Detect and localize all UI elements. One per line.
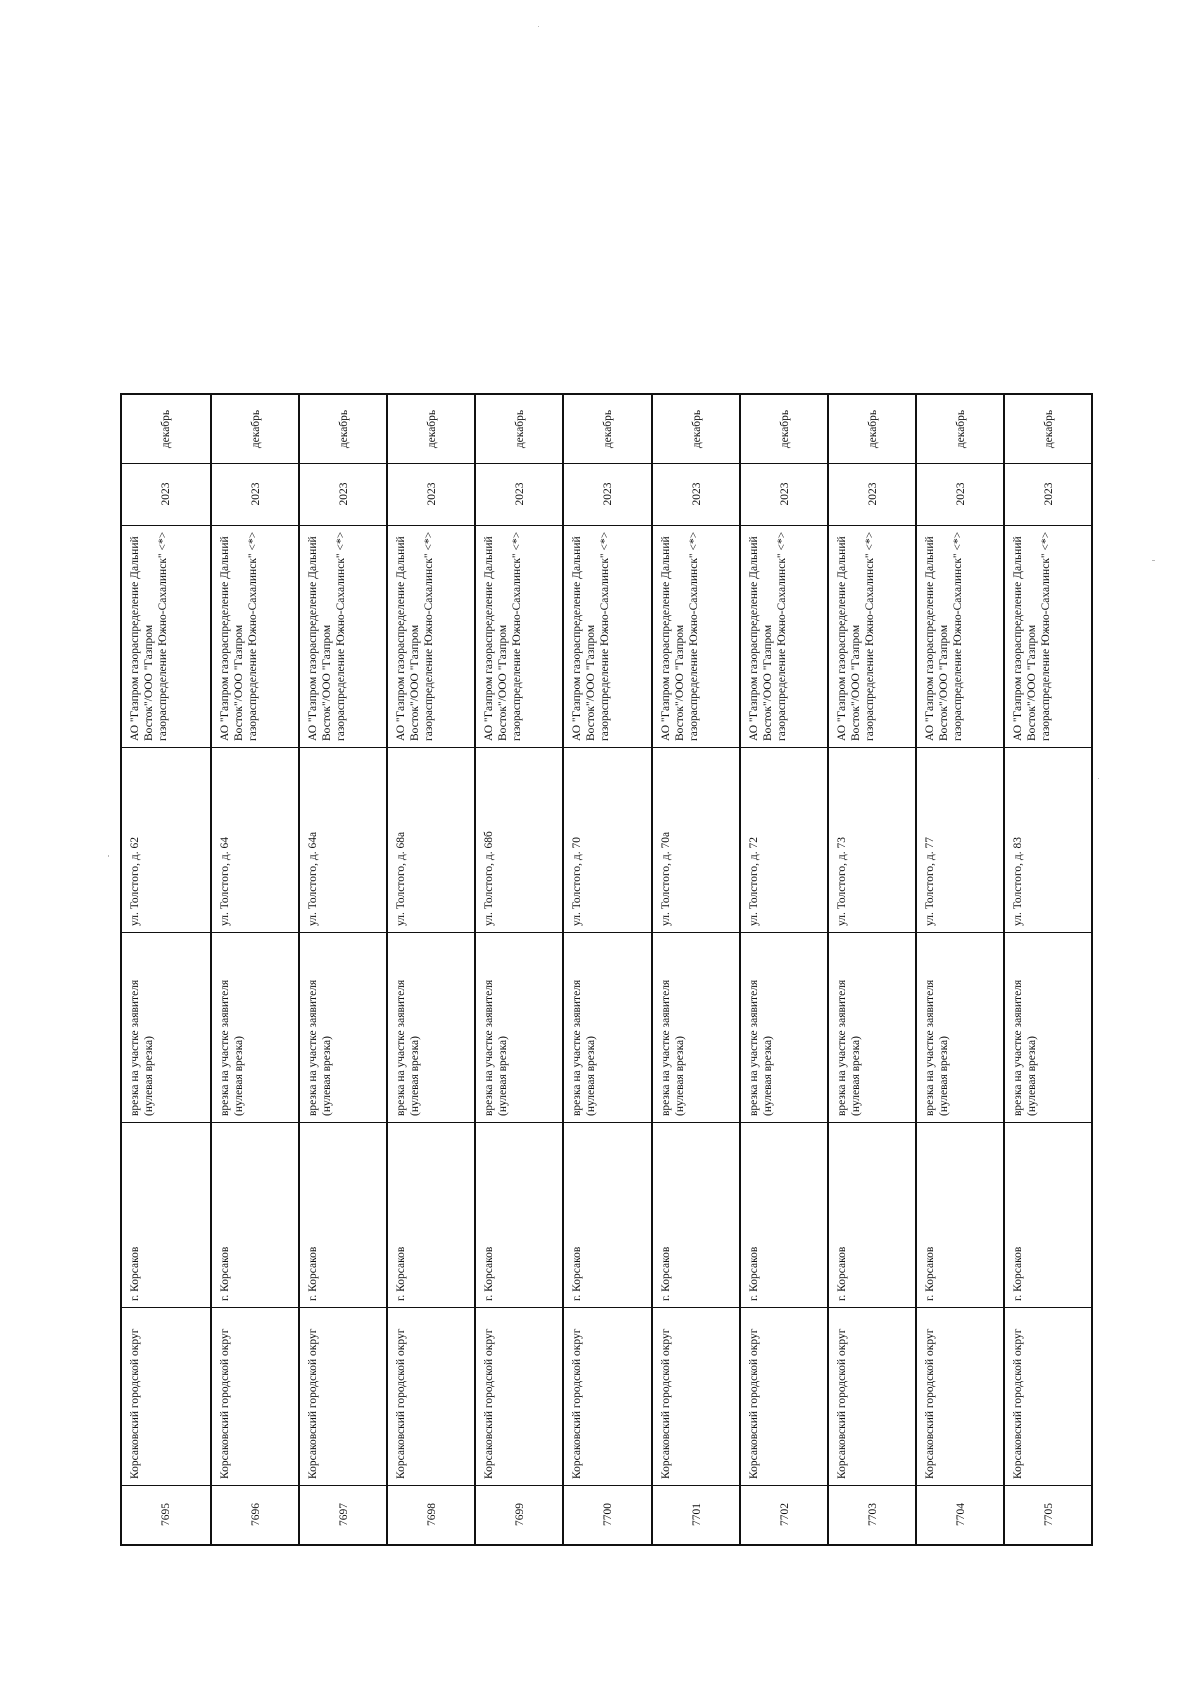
month-cell [388, 395, 474, 463]
table-row [827, 395, 915, 1544]
work-type-text: врезка на участке заявителя (нулевая врезка) [129, 979, 155, 1116]
address-text: ул. Толстого, д. 83 [1011, 837, 1024, 926]
work-type-text: врезка на участке заявителя (нулевая врезка) [307, 979, 334, 1116]
address-cell [122, 747, 210, 932]
organization-text: АО "Газпром газораспределение Дальний Восток"/ООО "Газпром газораспределение Южно-Сахалинск" <*> [219, 531, 260, 741]
year-text: 2023 [954, 482, 967, 506]
city-text: г. Корсаков [923, 1246, 936, 1301]
organization-cell [212, 525, 298, 747]
organization-cell [829, 525, 915, 747]
year-text: 2023 [866, 482, 879, 506]
work-type-cell [829, 932, 915, 1122]
month-text: декабрь [1042, 409, 1055, 449]
row-number-cell [741, 1485, 827, 1544]
scan-speck [538, 26, 539, 27]
city-text: г. Корсаков [395, 1246, 408, 1301]
organization-cell [564, 525, 650, 747]
address-cell [1005, 747, 1091, 932]
district-cell [122, 1307, 210, 1485]
year-text: 2023 [514, 482, 527, 506]
city-text: г. Корсаков [571, 1246, 584, 1301]
work-type-text: врезка на участке заявителя (нулевая врезка) [835, 979, 862, 1116]
organization-cell [653, 525, 739, 747]
district-text: Корсаковский городской округ [571, 1328, 584, 1479]
year-text: 2023 [426, 482, 439, 506]
address-text: ул. Толстого, д. 64а [307, 831, 320, 926]
month-cell [917, 395, 1003, 463]
work-type-text: врезка на участке заявителя (нулевая врезка) [659, 979, 686, 1116]
scan-speck [1152, 560, 1155, 561]
city-cell [122, 1122, 210, 1307]
organization-text: АО "Газпром газораспределение Дальний Восток"/ООО "Газпром газораспределение Южно-Сахалинск" <*> [835, 531, 876, 741]
city-text: г. Корсаков [307, 1246, 320, 1301]
work-type-text: врезка на участке заявителя (нулевая врезка) [1011, 979, 1038, 1116]
month-text: декабрь [514, 409, 527, 449]
district-cell [476, 1307, 562, 1485]
work-type-text: врезка на участке заявителя (нулевая врезка) [747, 979, 774, 1116]
district-cell [1005, 1307, 1091, 1485]
district-cell [653, 1307, 739, 1485]
row-number-cell [300, 1485, 386, 1544]
row-number-text: 7695 [160, 1503, 173, 1526]
district-text: Корсаковский городской округ [395, 1328, 408, 1479]
district-cell [741, 1307, 827, 1485]
district-cell [564, 1307, 650, 1485]
year-text: 2023 [338, 482, 351, 506]
organization-text: АО "Газпром газораспределение Дальний Восток"/ООО "Газпром газораспределение Южно-Сахалинск" <*> [1011, 531, 1052, 741]
address-cell [917, 747, 1003, 932]
row-number-cell [829, 1485, 915, 1544]
city-text: г. Корсаков [483, 1246, 496, 1301]
city-cell [300, 1122, 386, 1307]
address-text: ул. Толстого, д. 64 [219, 837, 232, 926]
address-text: ул. Толстого, д. 70а [659, 831, 672, 926]
table-row [1003, 395, 1091, 1544]
month-text: декабрь [866, 409, 879, 449]
month-text: декабрь [338, 409, 351, 449]
city-cell [212, 1122, 298, 1307]
work-type-text: врезка на участке заявителя (нулевая врезка) [219, 979, 246, 1116]
year-cell [917, 463, 1003, 525]
month-cell [122, 395, 210, 463]
city-text: г. Корсаков [747, 1246, 760, 1301]
district-text: Корсаковский городской округ [219, 1328, 232, 1479]
row-number-cell [1005, 1485, 1091, 1544]
month-cell [1005, 395, 1091, 463]
row-number-text: 7697 [338, 1503, 351, 1526]
work-type-cell [653, 932, 739, 1122]
year-text: 2023 [160, 482, 173, 506]
address-text: ул. Толстого, д. 73 [835, 837, 848, 926]
table-row [739, 395, 827, 1544]
city-text: г. Корсаков [1011, 1246, 1024, 1301]
district-cell [917, 1307, 1003, 1485]
organization-text: АО "Газпром газораспределение Дальний Восток"/ООО "Газпром газораспределение Южно-Сахалинск" <*> [571, 531, 612, 741]
organization-text: АО "Газпром газораспределение Дальний Восток"/ООО "Газпром газораспределение Южно-Сахалинск" <*> [747, 531, 788, 741]
row-number-cell [653, 1485, 739, 1544]
work-type-cell [212, 932, 298, 1122]
district-cell [212, 1307, 298, 1485]
month-text: декабрь [250, 409, 263, 449]
work-type-cell [476, 932, 562, 1122]
city-cell [653, 1122, 739, 1307]
row-number-text: 7704 [954, 1503, 967, 1526]
organization-cell [476, 525, 562, 747]
month-cell [741, 395, 827, 463]
address-cell [300, 747, 386, 932]
month-text: декабрь [602, 409, 615, 449]
organization-text: АО "Газпром газораспределение Дальний Восток"/ООО "Газпром газораспределение Южно-Сахалинск" <*> [923, 531, 964, 741]
work-type-text: врезка на участке заявителя (нулевая врезка) [395, 979, 422, 1116]
work-type-cell [741, 932, 827, 1122]
row-number-text: 7699 [514, 1503, 527, 1526]
district-text: Корсаковский городской округ [1011, 1328, 1024, 1479]
city-cell [388, 1122, 474, 1307]
work-type-text: врезка на участке заявителя (нулевая врезка) [571, 979, 598, 1116]
row-number-cell [122, 1485, 210, 1544]
scan-speck [1098, 778, 1099, 779]
district-cell [388, 1307, 474, 1485]
address-text: ул. Толстого, д. 68а [395, 831, 408, 926]
district-cell [829, 1307, 915, 1485]
organization-cell [388, 525, 474, 747]
work-type-cell [300, 932, 386, 1122]
work-type-cell [564, 932, 650, 1122]
month-cell [212, 395, 298, 463]
month-cell [653, 395, 739, 463]
row-number-cell [476, 1485, 562, 1544]
month-cell [300, 395, 386, 463]
year-cell [300, 463, 386, 525]
month-text: декабрь [690, 409, 703, 449]
table-row [562, 395, 650, 1544]
city-text: г. Корсаков [219, 1246, 232, 1301]
year-cell [122, 463, 210, 525]
year-cell [388, 463, 474, 525]
organization-cell [300, 525, 386, 747]
district-cell [300, 1307, 386, 1485]
district-text: Корсаковский городской округ [483, 1328, 496, 1479]
organization-cell [917, 525, 1003, 747]
year-text: 2023 [602, 482, 615, 506]
row-number-text: 7700 [602, 1503, 615, 1526]
city-cell [741, 1122, 827, 1307]
row-number-cell [917, 1485, 1003, 1544]
month-text: декабрь [954, 409, 967, 449]
scan-speck [108, 855, 109, 857]
work-type-cell [1005, 932, 1091, 1122]
address-text: ул. Толстого, д. 77 [923, 837, 936, 926]
year-cell [212, 463, 298, 525]
city-text: г. Корсаков [129, 1246, 141, 1301]
address-cell [741, 747, 827, 932]
district-text: Корсаковский городской округ [835, 1328, 848, 1479]
district-text: Корсаковский городской округ [747, 1328, 760, 1479]
row-number-cell [388, 1485, 474, 1544]
address-text: ул. Толстого, д. 62 [129, 837, 141, 926]
row-number-text: 7696 [250, 1503, 263, 1526]
month-text: декабрь [426, 409, 439, 449]
address-text: ул. Толстого, д. 72 [747, 837, 760, 926]
row-number-cell [212, 1485, 298, 1544]
city-cell [476, 1122, 562, 1307]
city-text: г. Корсаков [659, 1246, 672, 1301]
organization-text: АО "Газпром газораспределение Дальний Восток"/ООО "Газпром газораспределение Южно-Сахалинск" <*> [395, 531, 436, 741]
row-number-text: 7701 [690, 1503, 703, 1526]
table-row [386, 395, 474, 1544]
month-cell [829, 395, 915, 463]
year-text: 2023 [1042, 482, 1055, 506]
address-cell [212, 747, 298, 932]
work-type-cell [388, 932, 474, 1122]
month-text: декабрь [160, 409, 173, 449]
year-text: 2023 [690, 482, 703, 506]
city-cell [917, 1122, 1003, 1307]
district-text: Корсаковский городской округ [129, 1328, 141, 1479]
city-cell [1005, 1122, 1091, 1307]
month-cell [564, 395, 650, 463]
table-row [651, 395, 739, 1544]
table-row [915, 395, 1003, 1544]
row-number-text: 7698 [426, 1503, 439, 1526]
organization-text: АО "Газпром газораспределение Дальний Восток"/ООО "Газпром газораспределение Южно-Сахалинск" <*> [129, 531, 169, 741]
city-cell [829, 1122, 915, 1307]
row-number-text: 7702 [778, 1503, 791, 1526]
address-cell [388, 747, 474, 932]
organization-text: АО "Газпром газораспределение Дальний Восток"/ООО "Газпром газораспределение Южно-Сахалинск" <*> [659, 531, 700, 741]
work-type-text: врезка на участке заявителя (нулевая врезка) [483, 979, 510, 1116]
address-cell [653, 747, 739, 932]
city-text: г. Корсаков [835, 1246, 848, 1301]
year-cell [1005, 463, 1091, 525]
address-cell [564, 747, 650, 932]
month-cell [476, 395, 562, 463]
district-text: Корсаковский городской округ [307, 1328, 320, 1479]
organization-text: АО "Газпром газораспределение Дальний Восток"/ООО "Газпром газораспределение Южно-Сахалинск" <*> [307, 531, 348, 741]
year-cell [829, 463, 915, 525]
table-row [298, 395, 386, 1544]
address-cell [829, 747, 915, 932]
organization-cell [741, 525, 827, 747]
year-text: 2023 [778, 482, 791, 506]
work-type-cell [122, 932, 210, 1122]
table-row [474, 395, 562, 1544]
year-cell [741, 463, 827, 525]
district-text: Корсаковский городской округ [659, 1328, 672, 1479]
address-text: ул. Толстого, д. 70 [571, 837, 584, 926]
gas-connection-table [120, 393, 1093, 1546]
year-cell [653, 463, 739, 525]
district-text: Корсаковский городской округ [923, 1328, 936, 1479]
organization-text: АО "Газпром газораспределение Дальний Восток"/ООО "Газпром газораспределение Южно-Сахалинск" <*> [483, 531, 524, 741]
row-number-text: 7705 [1042, 1503, 1055, 1526]
year-text: 2023 [250, 482, 263, 506]
work-type-cell [917, 932, 1003, 1122]
table-row [122, 395, 210, 1544]
address-text: ул. Толстого, д. 68б [483, 831, 496, 926]
month-text: декабрь [778, 409, 791, 449]
year-cell [564, 463, 650, 525]
organization-cell [122, 525, 210, 747]
work-type-text: врезка на участке заявителя (нулевая врезка) [923, 979, 950, 1116]
organization-cell [1005, 525, 1091, 747]
address-cell [476, 747, 562, 932]
city-cell [564, 1122, 650, 1307]
row-number-cell [564, 1485, 650, 1544]
table-row [210, 395, 298, 1544]
year-cell [476, 463, 562, 525]
row-number-text: 7703 [866, 1503, 879, 1526]
